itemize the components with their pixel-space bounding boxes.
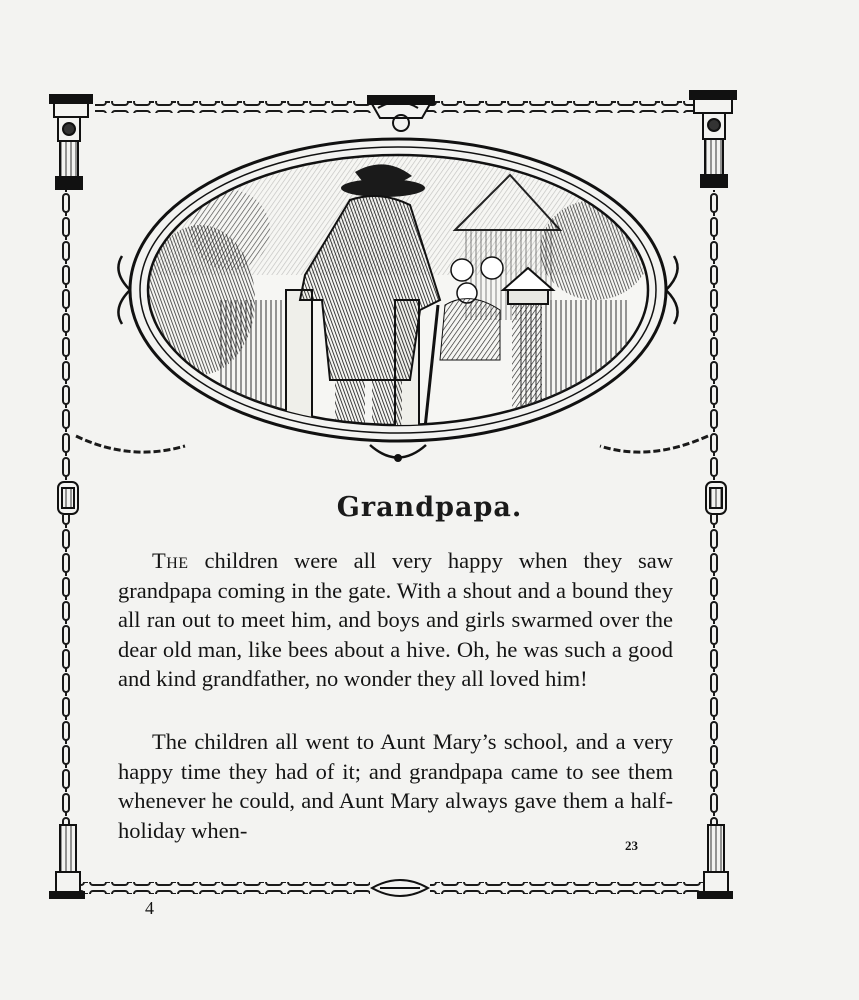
left-chain-upper: [62, 190, 74, 480]
right-chain-lower: [710, 515, 722, 825]
paragraph-1-lead-word: The: [152, 548, 189, 573]
top-chain-right: [425, 101, 695, 113]
bottom-center-ornament: [372, 880, 428, 896]
top-left-post-ornament: [50, 95, 92, 189]
page-title: Grandpapa.: [336, 492, 523, 523]
top-right-post-ornament: [690, 91, 736, 187]
bottom-chain-right: [430, 882, 710, 894]
bottom-left-post-ornament: [50, 825, 84, 898]
bottom-chain-left: [80, 882, 370, 894]
paragraph-1: [118, 546, 673, 694]
paragraph-2: The children all went to Aunt Mary’s school, and a very happy time they had of it; and grandpapa came to see them whenever he could, and Aunt Mary always gave them a half-holiday when-: [118, 729, 673, 843]
left-chain-lower: [62, 515, 74, 825]
left-swag-chain: [76, 436, 185, 452]
paragraph-1-text: children were all very happy when they saw grandpapa coming in the gate. With a shout and a bound they all ran out to meet him, and boys and girls swarmed over the dear old man, like bees about a hive. Oh, he was such a good and kind grandfather, no wonder they all loved him!: [118, 548, 673, 691]
right-swag-chain: [600, 436, 708, 452]
top-chain-left: [95, 101, 375, 113]
bottom-right-post-ornament: [698, 825, 732, 898]
page-number: 4: [145, 898, 154, 918]
grandpapa-at-gate-illustration: [118, 102, 677, 462]
signature-mark: 23: [625, 838, 638, 853]
right-chain-upper: [710, 190, 722, 480]
